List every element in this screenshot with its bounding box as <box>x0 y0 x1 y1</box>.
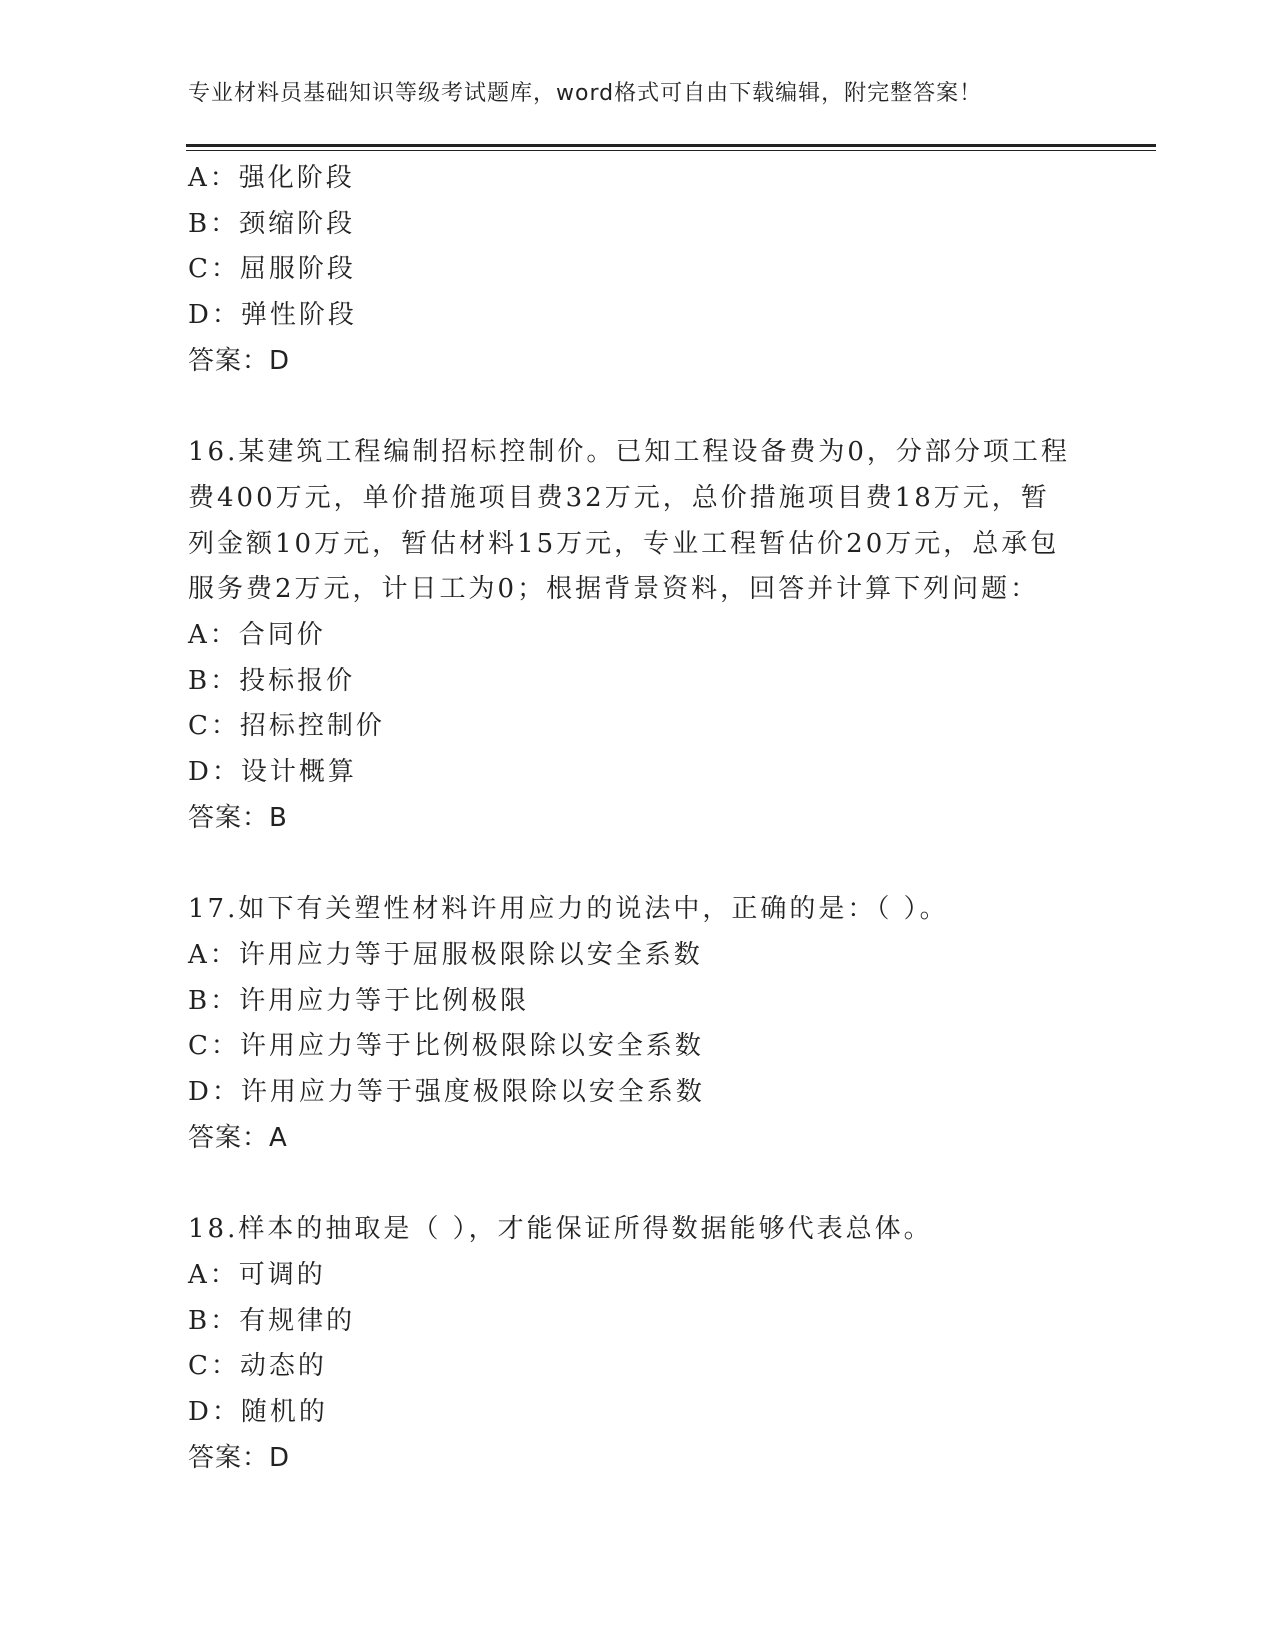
spacer <box>188 842 1088 888</box>
spacer <box>188 1161 1088 1207</box>
question-18 <box>188 1207 1088 1481</box>
option-b: B：颈缩阶段 <box>188 208 356 239</box>
option-d: D：随机的 <box>188 1396 328 1427</box>
option-c: C：许用应力等于比例极限除以安全系数 <box>188 1031 704 1062</box>
spacer <box>188 385 1088 431</box>
header-rule-thin <box>186 150 1156 151</box>
option-a: A：强化阶段 <box>188 163 355 193</box>
option-b: B：有规律的 <box>188 1305 356 1336</box>
page-header: 专业材料员基础知识等级考试题库，word格式可自由下载编辑，附完整答案！ <box>188 81 983 106</box>
question-stem: 18.样本的抽取是（ ），才能保证所得数据能够代表总体。 <box>188 1214 933 1245</box>
question-15 <box>188 156 1088 385</box>
question-list <box>188 156 1088 1481</box>
answer: 答案：D <box>188 345 291 376</box>
header-rule-thick <box>186 144 1156 147</box>
option-b: B：许用应力等于比例极限 <box>188 985 530 1016</box>
option-c: C：招标控制价 <box>188 711 385 742</box>
question-17 <box>188 887 1088 1161</box>
answer: 答案：A <box>188 1122 288 1153</box>
option-d: D：弹性阶段 <box>188 300 357 331</box>
question-stem-line: 服务费2万元，计日工为0；根据背景资料，回答并计算下列问题： <box>188 574 1040 605</box>
question-stem-line: 列金额10万元，暂估材料15万元，专业工程暂估价20万元，总承包 <box>188 528 1060 559</box>
option-a: A：合同价 <box>188 620 326 651</box>
question-16 <box>188 430 1088 841</box>
option-a: A：许用应力等于屈服极限除以安全系数 <box>188 939 703 970</box>
option-c: C：动态的 <box>188 1351 327 1382</box>
question-stem-line: 费400万元，单价措施项目费32万元，总价措施项目费18万元，暂 <box>188 482 1050 513</box>
option-b: B：投标报价 <box>188 665 356 696</box>
question-stem-line: 16.某建筑工程编制招标控制价。已知工程设备费为0，分部分项工程 <box>188 437 1070 468</box>
option-c: C：屈服阶段 <box>188 254 356 285</box>
answer: 答案：B <box>188 802 288 833</box>
option-a: A：可调的 <box>188 1259 326 1290</box>
option-d: D：许用应力等于强度极限除以安全系数 <box>188 1077 705 1108</box>
answer: 答案：D <box>188 1442 291 1473</box>
question-stem: 17.如下有关塑性材料许用应力的说法中，正确的是：（ ）。 <box>188 894 949 925</box>
option-d: D：设计概算 <box>188 757 357 788</box>
